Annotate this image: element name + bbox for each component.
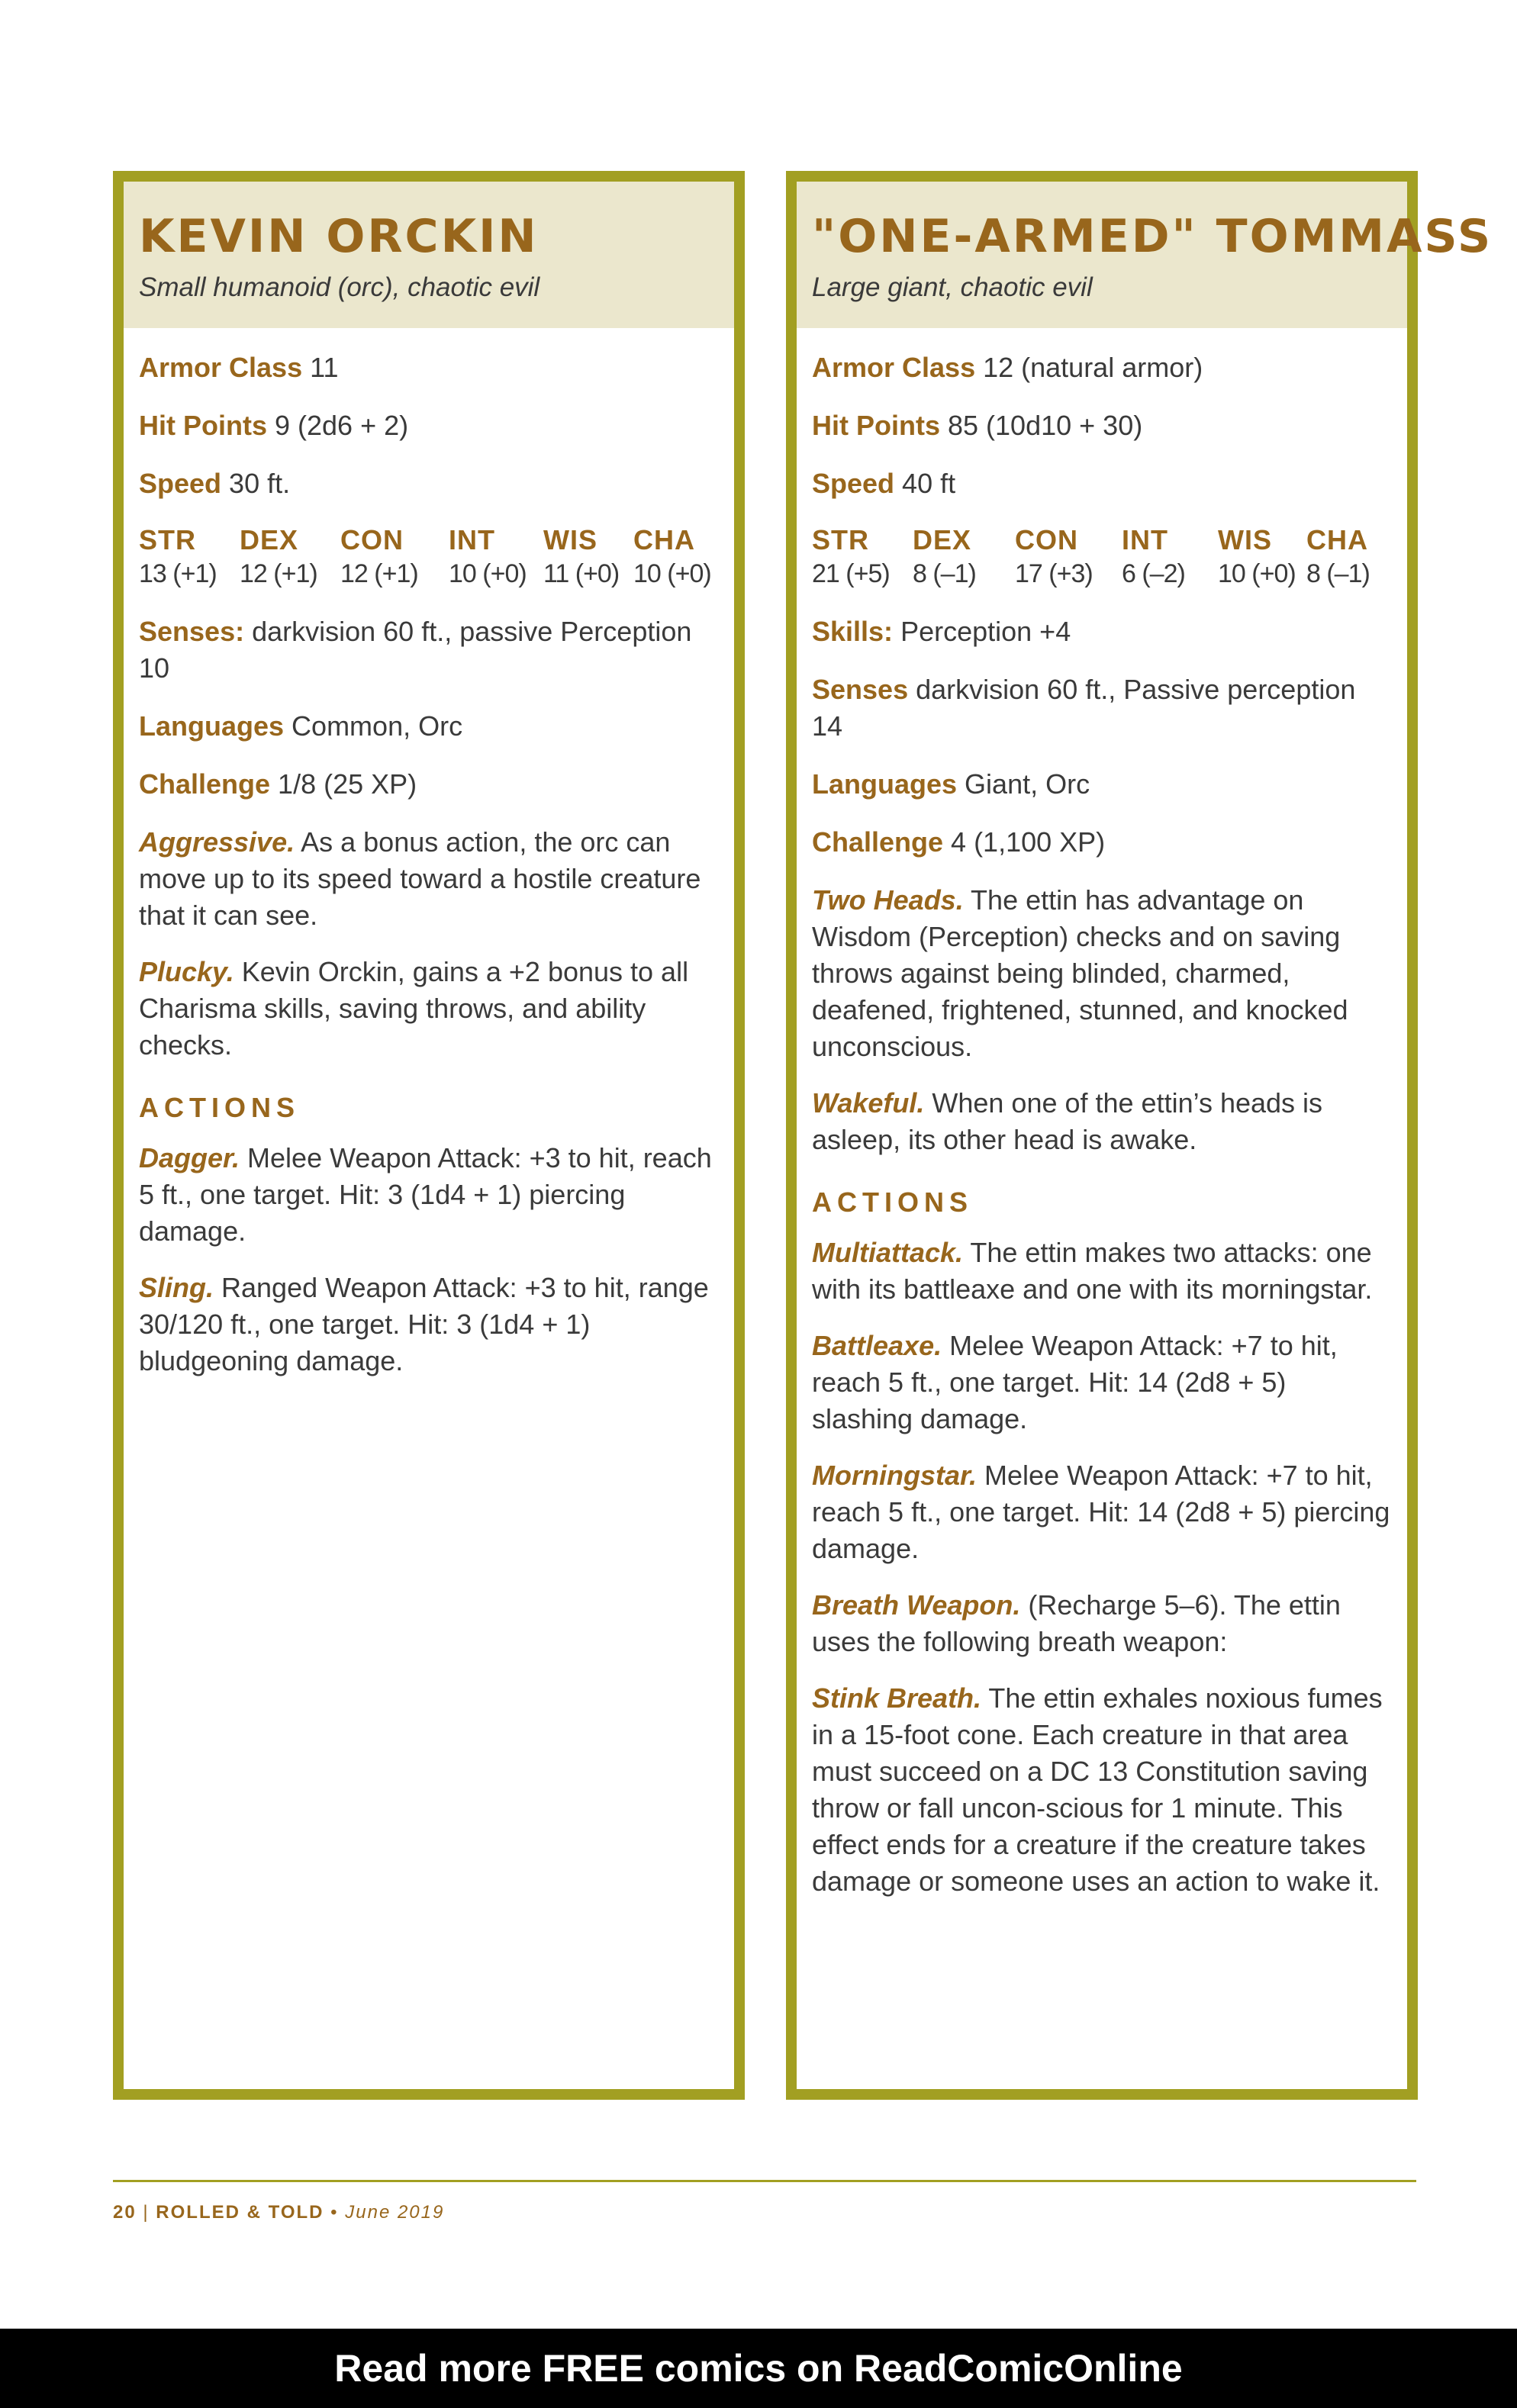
trait-text: Kevin Orckin, gains a +2 bonus to all Charisma skills, saving throws, and ability checks.: [139, 956, 689, 1061]
action-breath-weapon: [812, 1587, 1392, 1660]
armor-class-label: Armor Class: [812, 352, 976, 383]
trait-aggressive: [139, 824, 719, 934]
page-footer: [113, 2200, 444, 2225]
action-stink-breath: [812, 1680, 1392, 1900]
skills: [812, 613, 1392, 650]
challenge: [812, 824, 1392, 861]
issue-date: June 2019: [345, 2202, 445, 2223]
ability-str: [139, 523, 240, 591]
trait-name: Two Heads.: [812, 884, 964, 916]
armor-class: [139, 349, 719, 386]
hit-points-label: Hit Points: [812, 410, 940, 441]
footer-bullet: •: [324, 2202, 346, 2223]
ability-abbr: CHA: [633, 524, 695, 555]
ability-con: [1015, 523, 1122, 591]
action-battleaxe: [812, 1328, 1392, 1437]
magazine-name: ROLLED & TOLD: [156, 2202, 324, 2223]
ability-abbr: WIS: [543, 524, 597, 555]
languages: [139, 708, 719, 745]
action-name: Stink Breath.: [812, 1682, 982, 1714]
ability-int: [1122, 523, 1218, 591]
speed-value: 40 ft: [894, 468, 956, 499]
languages-label: Languages: [812, 768, 958, 800]
ability-score: 13 (+1): [139, 559, 217, 588]
ability-abbr: INT: [1122, 524, 1168, 555]
speed-value: 30 ft.: [221, 468, 291, 499]
languages: [812, 766, 1392, 803]
ability-abbr: DEX: [240, 524, 299, 555]
action-name: Multiattack.: [812, 1237, 964, 1268]
ability-score: 12 (+1): [240, 559, 317, 588]
ability-abbr: STR: [139, 524, 196, 555]
ability-cha: [633, 523, 711, 591]
trait-text: As a bonus action, the orc can move up to its speed toward a hostile creature that it can see.: [139, 826, 701, 931]
ability-dex: [240, 523, 340, 591]
ability-abbr: INT: [449, 524, 495, 555]
stat-block-header: [797, 182, 1493, 328]
stat-block-one-armed-tommass: [786, 171, 1493, 2100]
challenge-value: 4 (1,100 XP): [943, 826, 1106, 858]
ability-con: [340, 523, 449, 591]
action-text: The ettin makes two attacks: one with its battleaxe and one with its morningstar.: [812, 1237, 1373, 1305]
hit-points-label: Hit Points: [139, 410, 267, 441]
hit-points: [812, 407, 1392, 444]
senses-value: darkvision 60 ft., Passive perception 14: [812, 674, 1356, 742]
actions-heading: ACTIONS: [139, 1092, 300, 1123]
senses-label: Senses:: [139, 616, 245, 647]
senses-label: Senses: [812, 674, 909, 705]
senses: [139, 613, 719, 687]
ability-abbr: WIS: [1218, 524, 1272, 555]
ability-abbr: DEX: [913, 524, 972, 555]
ability-score: 21 (+5): [812, 559, 890, 588]
hit-points-value: 85 (10d10 + 30): [940, 410, 1143, 441]
skills-label: Skills:: [812, 616, 894, 647]
action-text: (Recharge 5–6). The ettin uses the following breath weapon:: [812, 1589, 1341, 1657]
ability-score: 11 (+0): [543, 559, 620, 588]
ability-dex: [913, 523, 1015, 591]
skills-value: Perception +4: [893, 616, 1071, 647]
speed: [812, 465, 1392, 502]
action-text: Melee Weapon Attack: +7 to hit, reach 5 ft., one target. Hit: 14 (2d8 + 5) piercing damage.: [812, 1460, 1390, 1564]
ability-abbr: CON: [1015, 524, 1078, 555]
languages-label: Languages: [139, 710, 285, 742]
ability-score: 10 (+0): [633, 559, 711, 588]
action-text: Ranged Weapon Attack: +3 to hit, range 30/120 ft., one target. Hit: 3 (1d4 + 1) bludgeoning damage.: [139, 1272, 709, 1376]
ability-abbr: CON: [340, 524, 404, 555]
stat-block-header: [124, 182, 734, 328]
ability-score: 10 (+0): [449, 559, 527, 588]
ability-cha: [1306, 523, 1370, 591]
creature-name: "ONE-ARMED" TOMMASS: [812, 210, 1493, 263]
trait-text: When one of the ettin’s heads is asleep, its other head is awake.: [812, 1087, 1323, 1155]
trait-wakeful: [812, 1085, 1392, 1158]
action-name: Sling.: [139, 1272, 214, 1303]
action-text: The ettin exhales noxious fumes in a 15-foot cone. Each creature in that area must succeed on a DC 13 Constitution saving throw or fall uncon-scious for 1 minute. This effect ends for a creature if the creature takes damage or someone uses an action to wake it.: [812, 1682, 1383, 1897]
challenge-value: 1/8 (25 XP): [270, 768, 417, 800]
action-name: Morningstar.: [812, 1460, 978, 1491]
challenge-label: Challenge: [139, 768, 271, 800]
trait-two-heads: [812, 882, 1392, 1065]
creature-type: Small humanoid (orc), chaotic evil: [139, 272, 540, 302]
speed-label: Speed: [812, 468, 895, 499]
action-name: Battleaxe.: [812, 1330, 942, 1361]
ability-abbr: CHA: [1306, 524, 1368, 555]
ability-scores: [812, 523, 1392, 591]
trait-text: The ettin has advantage on Wisdom (Perception) checks and on saving throws against being blinded, charmed, deafened, frightened, stunned, and knocked unconscious.: [812, 884, 1348, 1062]
creature-type: Large giant, chaotic evil: [812, 272, 1093, 302]
ability-score: 8 (–1): [1306, 559, 1370, 588]
ability-str: [812, 523, 913, 591]
challenge: [139, 766, 719, 803]
languages-value: Common, Orc: [284, 710, 463, 742]
speed-label: Speed: [139, 468, 222, 499]
creature-name: KEVIN ORCKIN: [139, 210, 539, 263]
trait-plucky: [139, 954, 719, 1064]
action-sling: [139, 1270, 719, 1379]
armor-class: [812, 349, 1392, 386]
ability-score: 17 (+3): [1015, 559, 1093, 588]
hit-points: [139, 407, 719, 444]
speed: [139, 465, 719, 502]
hit-points-value: 9 (2d6 + 2): [267, 410, 409, 441]
ability-score: 6 (–2): [1122, 559, 1185, 588]
page-number: 20: [113, 2202, 137, 2223]
action-multiattack: [812, 1235, 1392, 1308]
promo-banner: Read more FREE comics on ReadComicOnline: [0, 2329, 1517, 2408]
senses-value: darkvision 60 ft., passive Perception 10: [139, 616, 692, 684]
footer-separator: |: [136, 2202, 156, 2223]
trait-name: Wakeful.: [812, 1087, 925, 1119]
armor-class-value: 11: [302, 352, 339, 383]
action-name: Dagger.: [139, 1142, 240, 1173]
action-text: Melee Weapon Attack: +7 to hit, reach 5 ft., one target. Hit: 14 (2d8 + 5) slashing damage.: [812, 1330, 1338, 1434]
senses: [812, 671, 1392, 745]
stat-block-kevin-orckin: [113, 171, 745, 2100]
ability-score: 12 (+1): [340, 559, 418, 588]
action-morningstar: [812, 1457, 1392, 1567]
stat-block-body: [124, 328, 734, 1379]
armor-class-value: 12 (natural armor): [975, 352, 1203, 383]
armor-class-label: Armor Class: [139, 352, 303, 383]
languages-value: Giant, Orc: [957, 768, 1090, 800]
stat-block-body: [797, 328, 1407, 1900]
action-name: Breath Weapon.: [812, 1589, 1021, 1621]
action-text: Melee Weapon Attack: +3 to hit, reach 5 ft., one target. Hit: 3 (1d4 + 1) piercing damage.: [139, 1142, 712, 1247]
ability-wis: [1218, 523, 1306, 591]
footer-divider: [113, 2180, 1416, 2182]
ability-score: 10 (+0): [1218, 559, 1296, 588]
actions-heading: ACTIONS: [812, 1186, 973, 1218]
ability-score: 8 (–1): [913, 559, 976, 588]
ability-abbr: STR: [812, 524, 869, 555]
action-dagger: [139, 1140, 719, 1250]
trait-name: Plucky.: [139, 956, 234, 987]
ability-int: [449, 523, 543, 591]
ability-wis: [543, 523, 633, 591]
trait-name: Aggressive.: [139, 826, 295, 858]
challenge-label: Challenge: [812, 826, 944, 858]
ability-scores: [139, 523, 719, 591]
